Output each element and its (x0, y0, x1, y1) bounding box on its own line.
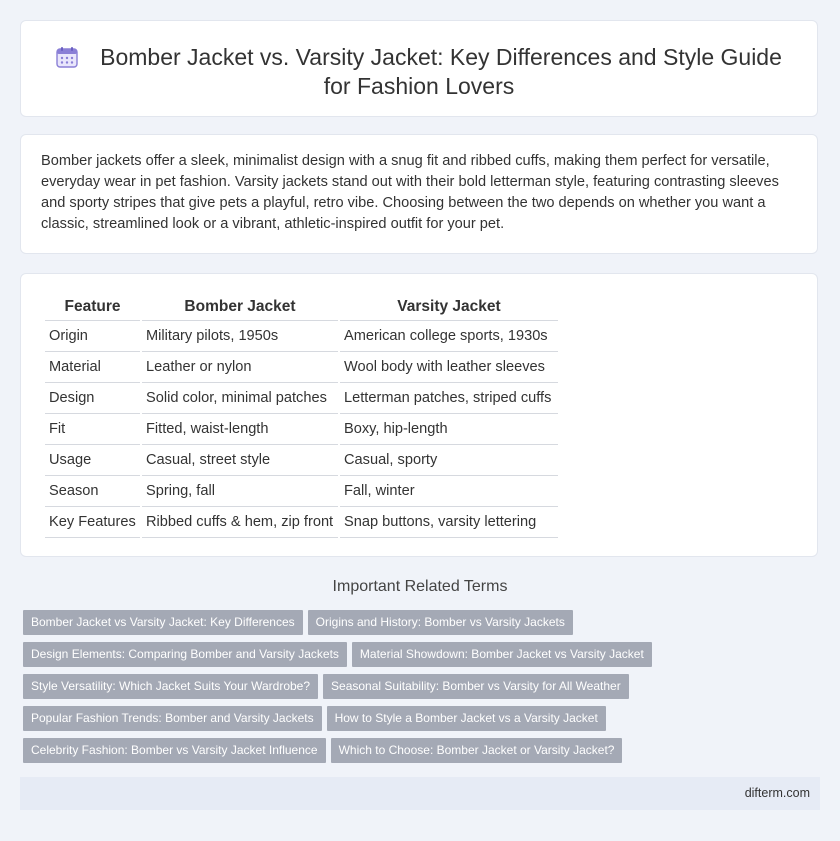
page-title (45, 43, 793, 101)
table-row (45, 445, 558, 476)
table-cell: Key Features (45, 507, 140, 538)
table-cell: Design (45, 383, 140, 414)
comparison-card (20, 273, 818, 557)
table-cell: Wool body with leather sleeves (340, 352, 558, 383)
footer-site-link[interactable]: difterm.com (744, 786, 810, 800)
related-tag[interactable]: Origins and History: Bomber vs Varsity Jackets (308, 610, 573, 635)
intro-card (20, 134, 818, 254)
related-tag[interactable]: Celebrity Fashion: Bomber vs Varsity Jacket Influence (23, 738, 326, 763)
calendar-icon (56, 46, 78, 68)
page-title-text: Bomber Jacket vs. Varsity Jacket: Key Differences and Style Guide for Fashion Lovers (100, 44, 782, 99)
table-cell: Ribbed cuffs & hem, zip front (142, 507, 338, 538)
table-cell: Spring, fall (142, 476, 338, 507)
table-cell: Casual, street style (142, 445, 338, 476)
intro-paragraph: Bomber jackets offer a sleek, minimalist design with a snug fit and ribbed cuffs, making them perfect for versatile, everyday wear in pet fashion. Varsity jackets stand out with their bold letterman style, featuring contrasting sleeves and sporty stripes that give pets a playful, retro vibe. Choosing between the two depends on whether you want a classic, streamlined look or a vibrant, athletic-inspired outfit for your pet. (41, 153, 779, 232)
header-varsity: Varsity Jacket (340, 296, 558, 321)
table-cell: Boxy, hip-length (340, 414, 558, 445)
table-row (45, 352, 558, 383)
table-cell: Military pilots, 1950s (142, 321, 338, 352)
table-cell: Fit (45, 414, 140, 445)
related-tag[interactable]: Which to Choose: Bomber Jacket or Varsity Jacket? (331, 738, 623, 763)
related-tag[interactable]: Design Elements: Comparing Bomber and Varsity Jackets (23, 642, 347, 667)
table-cell: Origin (45, 321, 140, 352)
table-row (45, 383, 558, 414)
table-cell: Usage (45, 445, 140, 476)
table-cell: Snap buttons, varsity lettering (340, 507, 558, 538)
table-row (45, 476, 558, 507)
related-tag[interactable]: Popular Fashion Trends: Bomber and Varsity Jackets (23, 706, 322, 731)
table-row (45, 321, 558, 352)
table-cell: Fall, winter (340, 476, 558, 507)
related-tag[interactable]: How to Style a Bomber Jacket vs a Varsity Jacket (327, 706, 606, 731)
table-cell: Solid color, minimal patches (142, 383, 338, 414)
related-tag[interactable]: Bomber Jacket vs Varsity Jacket: Key Differences (23, 610, 303, 635)
table-cell: Season (45, 476, 140, 507)
table-cell: Letterman patches, striped cuffs (340, 383, 558, 414)
related-tag[interactable]: Style Versatility: Which Jacket Suits Your Wardrobe? (23, 674, 318, 699)
header-bomber: Bomber Jacket (142, 296, 338, 321)
table-cell: American college sports, 1930s (340, 321, 558, 352)
table-cell: Casual, sporty (340, 445, 558, 476)
table-row (45, 507, 558, 538)
related-tag[interactable]: Material Showdown: Bomber Jacket vs Varsity Jacket (352, 642, 652, 667)
table-header-row (45, 296, 558, 321)
comparison-table (43, 296, 560, 538)
header-feature: Feature (45, 296, 140, 321)
footer (20, 777, 820, 810)
table-cell: Leather or nylon (142, 352, 338, 383)
header-card (20, 20, 818, 117)
related-tag[interactable]: Seasonal Suitability: Bomber vs Varsity for All Weather (323, 674, 629, 699)
related-terms-title: Important Related Terms (332, 578, 508, 595)
table-row (45, 414, 558, 445)
table-cell: Material (45, 352, 140, 383)
related-tags (23, 610, 823, 770)
table-cell: Fitted, waist-length (142, 414, 338, 445)
